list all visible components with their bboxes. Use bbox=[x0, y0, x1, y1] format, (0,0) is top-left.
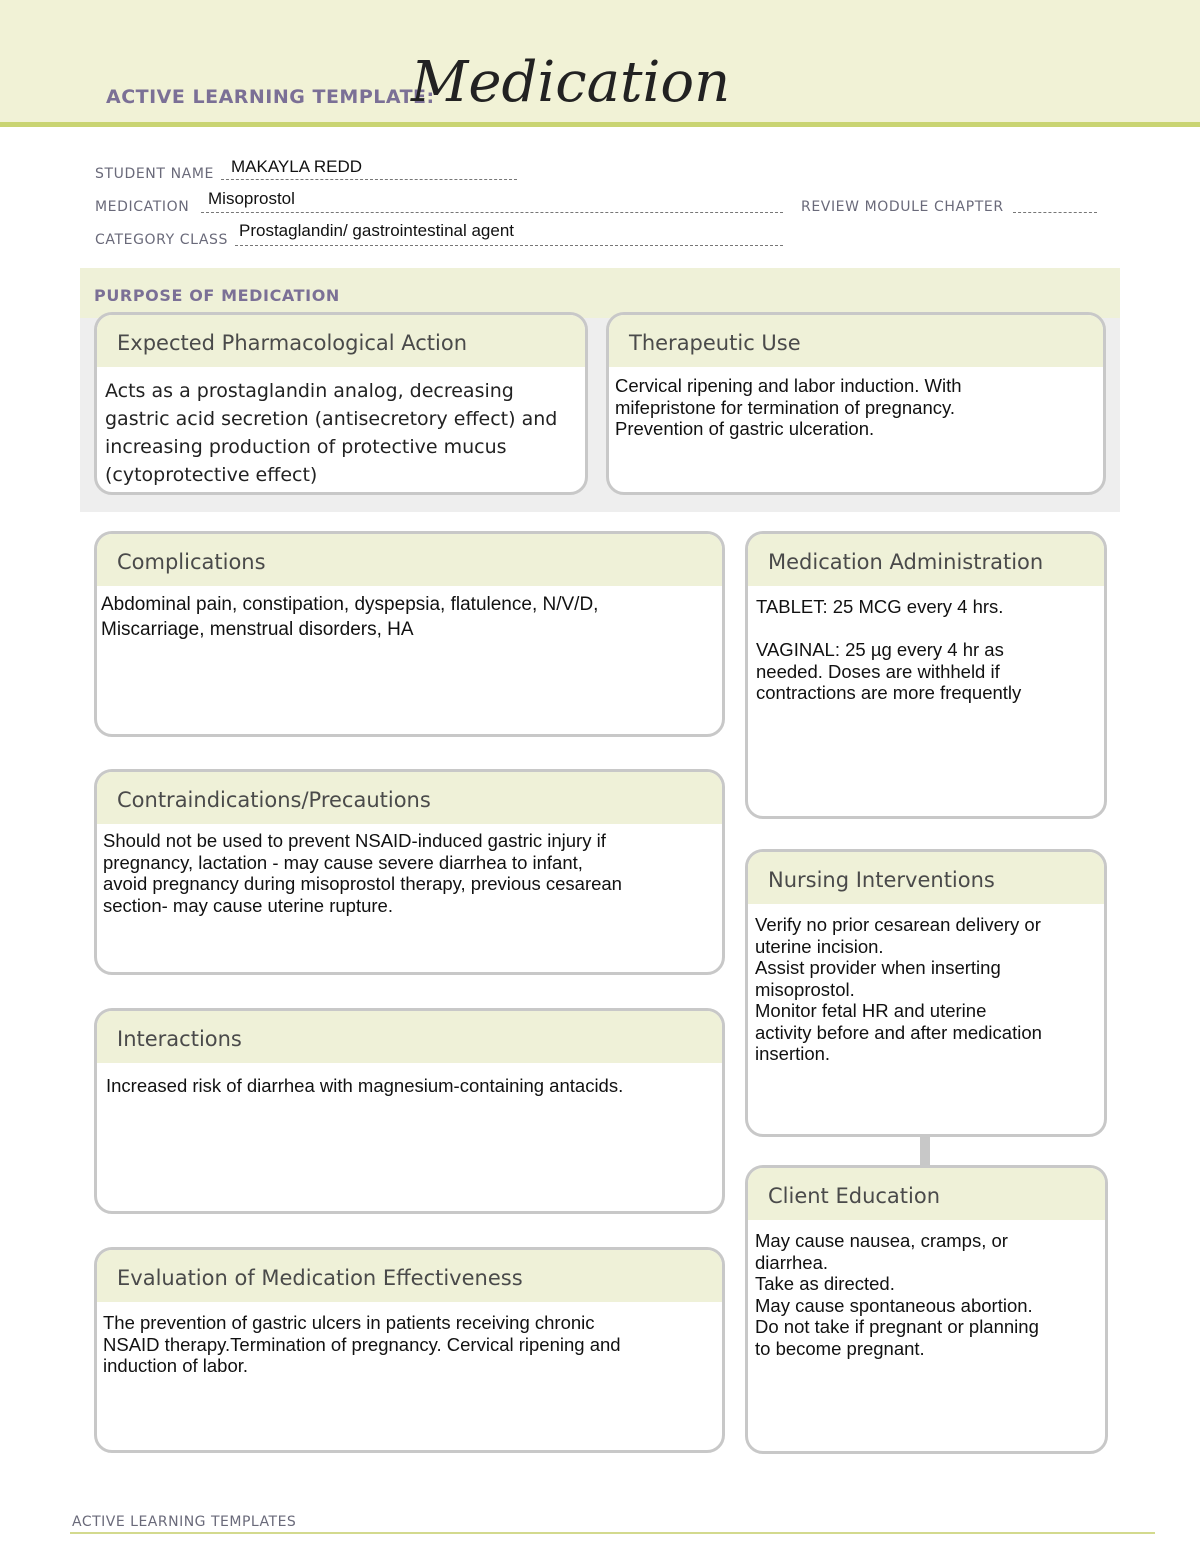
contraindications-text[interactable]: Should not be used to prevent NSAID-induced gastric injury if pregnancy, lactation - may cause severe diarrhea to infant, avoid pregnancy during misoprostol therapy, previous cesarean section- may cause uterine rupture. bbox=[103, 830, 622, 916]
interactions-text[interactable]: Increased risk of diarrhea with magnesium-containing antacids. bbox=[106, 1075, 624, 1096]
therapeutic-use-text[interactable]: Cervical ripening and labor induction. With mifepristone for termination of pregnancy. Prevention of gastric ulceration. bbox=[615, 375, 962, 439]
nursing-interventions-text[interactable]: Verify no prior cesarean delivery or uterine incision. Assist provider when inserting misoprostol. Monitor fetal HR and uterine activity before and after medication insertion. bbox=[755, 914, 1042, 1064]
contraindications-title: Contraindications/Precautions bbox=[97, 772, 722, 824]
administration-title: Medication Administration bbox=[748, 534, 1104, 586]
administration-text[interactable]: TABLET: 25 MCG every 4 hrs. VAGINAL: 25 µg every 4 hr as needed. Doses are withheld if contractions are more frequently bbox=[756, 596, 1022, 703]
review-module-label: REVIEW MODULE CHAPTER bbox=[801, 199, 1004, 215]
student-name-label: STUDENT NAME bbox=[95, 166, 214, 182]
medication-label: MEDICATION bbox=[95, 199, 190, 215]
interactions-card bbox=[94, 1008, 725, 1214]
complications-text[interactable]: Abdominal pain, constipation, dyspepsia, flatulence, N/V/D, Miscarriage, menstrual disorders, HA bbox=[101, 594, 599, 640]
footer-label: ACTIVE LEARNING TEMPLATES bbox=[72, 1514, 297, 1530]
evaluation-card bbox=[94, 1247, 725, 1453]
complications-title: Complications bbox=[97, 534, 722, 586]
header-divider bbox=[0, 122, 1200, 127]
category-class-field[interactable]: Prostaglandin/ gastrointestinal agent bbox=[239, 221, 515, 240]
expected-action-title: Expected Pharmacological Action bbox=[97, 315, 585, 367]
nursing-interventions-title: Nursing Interventions bbox=[748, 852, 1104, 904]
student-name-line bbox=[221, 178, 517, 180]
therapeutic-use-title: Therapeutic Use bbox=[609, 315, 1103, 367]
evaluation-title: Evaluation of Medication Effectiveness bbox=[97, 1250, 722, 1302]
card-connector bbox=[920, 1135, 930, 1165]
client-education-card bbox=[745, 1165, 1108, 1454]
expected-action-text[interactable]: Acts as a prostaglandin analog, decreasing gastric acid secretion (antisecretory effect) and increasing production of protective mucus (cytoprotective effect) bbox=[105, 380, 558, 486]
template-label: ACTIVE LEARNING TEMPLATE: bbox=[106, 86, 435, 108]
contraindications-card bbox=[94, 769, 725, 975]
medication-field[interactable]: Misoprostol bbox=[208, 189, 295, 208]
footer-divider bbox=[70, 1532, 1155, 1534]
administration-card bbox=[745, 531, 1107, 819]
template-title: Medication bbox=[411, 50, 731, 115]
client-education-text[interactable]: May cause nausea, cramps, or diarrhea. Take as directed. May cause spontaneous abortion. Do not take if pregnant or planning to become pregnant. bbox=[755, 1230, 1039, 1359]
expected-action-card bbox=[94, 312, 588, 495]
category-class-line bbox=[235, 244, 783, 246]
therapeutic-use-card bbox=[606, 312, 1106, 495]
category-class-label: CATEGORY CLASS bbox=[95, 232, 229, 248]
nursing-interventions-card bbox=[745, 849, 1107, 1137]
medication-line bbox=[201, 211, 783, 213]
purpose-heading: PURPOSE OF MEDICATION bbox=[94, 286, 340, 305]
interactions-title: Interactions bbox=[97, 1011, 722, 1063]
student-name-field[interactable]: MAKAYLA REDD bbox=[231, 157, 363, 176]
complications-card bbox=[94, 531, 725, 737]
review-module-line bbox=[1013, 211, 1097, 213]
client-education-title: Client Education bbox=[748, 1168, 1105, 1220]
evaluation-text[interactable]: The prevention of gastric ulcers in patients receiving chronic NSAID therapy.Termination of pregnancy. Cervical ripening and induction of labor. bbox=[103, 1312, 621, 1376]
